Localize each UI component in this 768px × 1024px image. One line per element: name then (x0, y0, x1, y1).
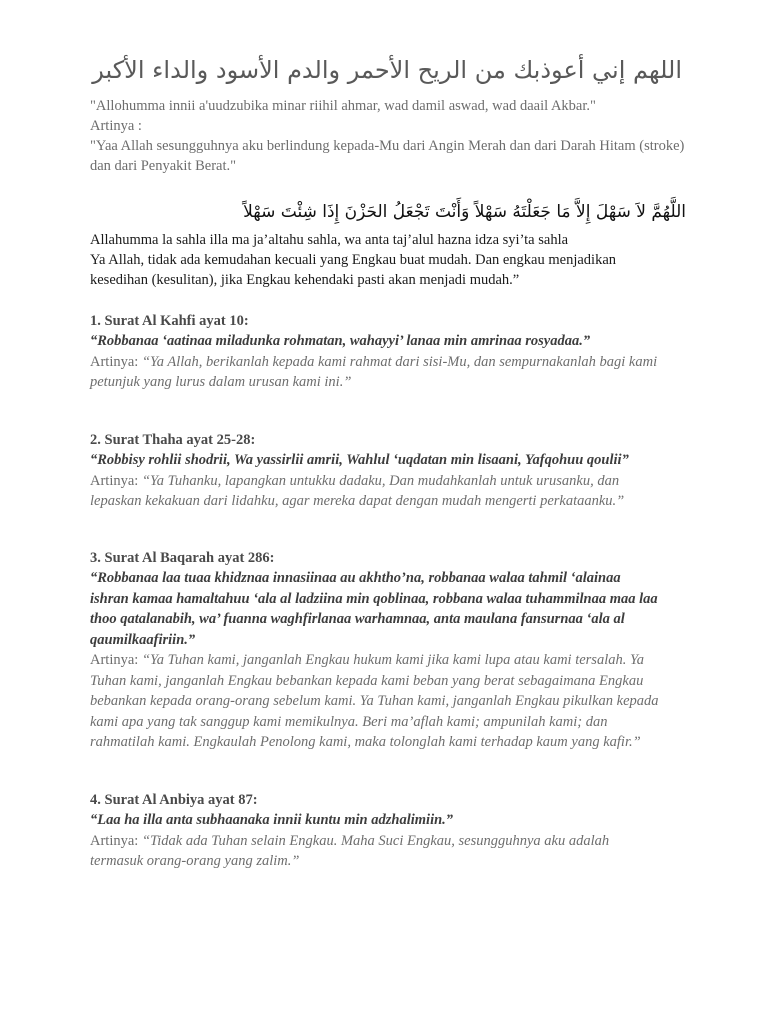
section-translation (90, 471, 660, 512)
section-2 (90, 430, 660, 512)
prayer-2-block (90, 230, 650, 290)
prayer-1-meaning: "Yaa Allah sesungguhnya aku berlindung kepada-Mu dari Angin Merah dan dari Darah Hitam (stroke) dan dari Penyakit Berat." (90, 138, 685, 174)
section-meaning: “Ya Tuhanku, lapangkan untukku dadaku, Dan mudahkanlah untuk urusanku, dan lepaskan kekakuan dari lidahku, agar mereka dapat dengan mudah mengerti perkataanku.” (90, 472, 625, 509)
prayer-1-latin: "Allohumma innii a'uudzubika minar riihil ahmar, wad damil aswad, wad daail Akbar." (90, 98, 596, 114)
section-heading: 3. Surat Al Baqarah ayat 286: (90, 550, 275, 566)
artinya-label: Artinya: (90, 353, 142, 370)
artinya-label: Artinya: (90, 472, 142, 489)
section-meaning: “Ya Allah, berikanlah kepada kami rahmat dari sisi-Mu, dan sempurnakanlah bagi kami petunjuk yang lurus dalam urusan kami ini.” (90, 353, 658, 390)
section-meaning: “Ya Tuhan kami, janganlah Engkau hukum kami jika kami lupa atau kami tersalah. Ya Tuhan kami, janganlah Engkau bebankan kepada kami beban yang berat sebagaimana Engkau bebankan kepada orang-orang sebelum kami. Ya Tuhan kami, janganlah Engkau pikulkan kepada kami apa yang tak sanggup kami memikulnya. Beri ma’aflah kami; ampunilah kami; dan rahmatilah kami. Engkaulah Penolong kami, maka tolonglah kami terhadap kaum yang kafir.” (90, 652, 659, 750)
section-meaning: “Tidak ada Tuhan selain Engkau. Maha Suci Engkau, sesungguhnya aku adalah termasuk orang-orang yang zalim.” (90, 832, 610, 869)
section-translation (90, 352, 660, 393)
arabic-prayer-2: اللَّهُمَّ لاَ سَهْلَ إِلاَّ مَا جَعَلْتَهُ سَهْلاً وَأَنْتَ تَجْعَلُ الحَزْنَ إِذَا شِئْتَ سَهْلاً (243, 202, 686, 222)
section-3 (90, 548, 660, 753)
section-translation (90, 650, 660, 753)
section-transliteration: “Robbanaa laa tuaa khidznaa innasiinaa au akhtho’na, robbanaa walaa tahmil ‘alainaa ishran kamaa hamaltahuu ‘ala al ladziina min qoblinaa, robbana walaa tuhammilnaa maa laa thoo qatalanabih, wa’ fuanna waghfirlanaa warhamnaa, anta maulana fansurnaa ‘ala al qaumilkaafiriin.” (90, 570, 658, 648)
prayer-2-meaning: Ya Allah, tidak ada kemudahan kecuali yang Engkau buat mudah. Dan engkau menjadikan kesedihan (kesulitan), jika Engkau kehendaki pasti akan menjadi mudah.” (90, 252, 617, 288)
artinya-label: Artinya: (90, 832, 142, 849)
section-translation (90, 831, 660, 872)
section-heading: 2. Surat Thaha ayat 25-28: (90, 432, 256, 448)
section-transliteration: “Laa ha illa anta subhaanaka innii kuntu min adzhalimiin.” (90, 812, 454, 828)
section-heading: 4. Surat Al Anbiya ayat 87: (90, 792, 258, 808)
prayer-1-artinya-label: Artinya : (90, 118, 142, 134)
prayer-2-latin: Allahumma la sahla illa ma ja’altahu sahla, wa anta taj’alul hazna idza syi’ta sahla (90, 232, 569, 248)
artinya-label: Artinya: (90, 652, 142, 668)
arabic-prayer-title: اللهم إني أعوذبك من الريح الأحمر والدم الأسود والداء الأكبر (92, 56, 682, 84)
section-heading: 1. Surat Al Kahfi ayat 10: (90, 313, 249, 329)
prayer-1-block (90, 96, 690, 176)
section-transliteration: “Robbisy rohlii shodrii, Wa yassirlii amrii, Wahlul ‘uqdatan min lisaani, Yafqohuu qoulii” (90, 452, 629, 468)
section-transliteration: “Robbanaa ‘aatinaa miladunka rohmatan, wahayyi’ lanaa min amrinaa rosyadaa.” (90, 333, 591, 349)
section-1 (90, 311, 660, 393)
section-4 (90, 790, 660, 872)
